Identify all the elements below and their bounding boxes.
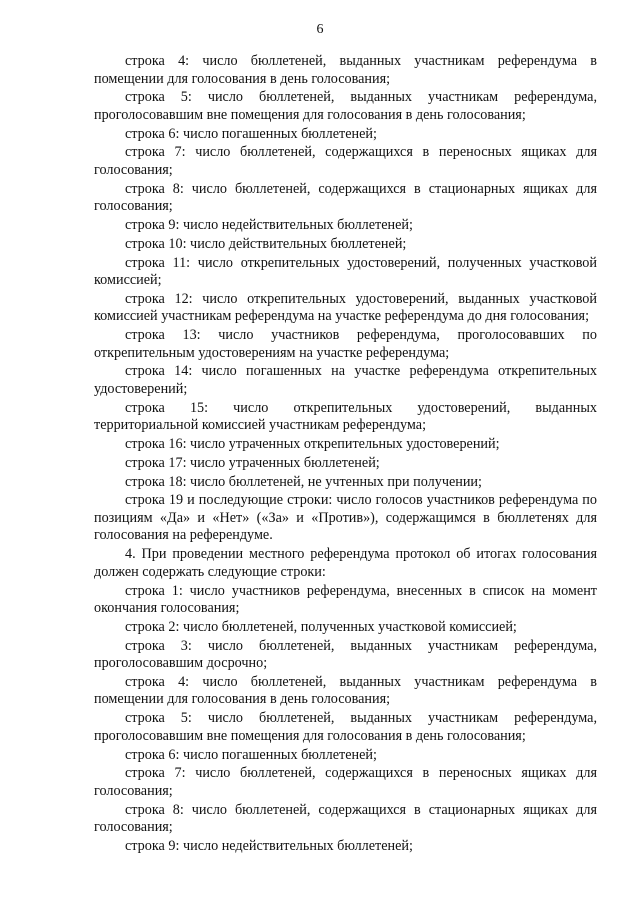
paragraph: строка 4: число бюллетеней, выданных участникам референдума в помещении для голосования в день голосования; [94, 53, 597, 87]
paragraph: строка 5: число бюллетеней, выданных участникам референдума, проголосовавшим вне помещения для голосования в день голосования; [94, 710, 597, 744]
paragraph: строка 7: число бюллетеней, содержащихся в переносных ящиках для голосования; [94, 144, 597, 178]
paragraph: строка 6: число погашенных бюллетеней; [125, 746, 377, 763]
document-body [94, 53, 597, 857]
paragraph: строка 7: число бюллетеней, содержащихся в переносных ящиках для голосования; [94, 765, 597, 799]
paragraph: строка 14: число погашенных на участке референдума открепительных удостоверений; [94, 363, 597, 397]
paragraph: 4. При проведении местного референдума протокол об итогах голосования должен содержать следующие строки: [94, 546, 597, 580]
paragraph: строка 9: число недействительных бюллетеней; [125, 837, 413, 854]
paragraph: строка 8: число бюллетеней, содержащихся в стационарных ящиках для голосования; [94, 180, 597, 215]
paragraph: строка 5: число бюллетеней, выданных участникам референдума, проголосовавшим вне помещения для голосования в день голосования; [94, 89, 597, 123]
paragraph: строка 4: число бюллетеней, выданных участникам референдума в помещении для голосования в день голосования; [94, 673, 597, 708]
paragraph: строка 8: число бюллетеней, содержащихся в стационарных ящиках для голосования; [94, 801, 597, 836]
paragraph: строка 13: число участников референдума, проголосовавших по открепительным удостоверениям на участке референдума; [94, 327, 597, 361]
paragraph: строка 10: число действительных бюллетеней; [125, 235, 407, 252]
paragraph: строка 3: число бюллетеней, выданных участникам референдума, проголосовавшим досрочно; [94, 637, 597, 672]
paragraph: строка 9: число недействительных бюллетеней; [125, 216, 413, 233]
paragraph: строка 6: число погашенных бюллетеней; [125, 125, 377, 142]
paragraph: строка 2: число бюллетеней, полученных участковой комиссией; [125, 618, 517, 635]
paragraph: строка 1: число участников референдума, внесенных в список на момент окончания голосования; [94, 582, 597, 617]
paragraph: строка 11: число открепительных удостоверений, полученных участковой комиссией; [94, 254, 597, 289]
paragraph: строка 17: число утраченных бюллетеней; [125, 454, 380, 471]
paragraph: строка 12: число открепительных удостоверений, выданных участковой комиссией участникам референдума на участке референдума до дня голосования; [94, 290, 597, 325]
page-number: 6 [316, 22, 324, 37]
paragraph: строка 19 и последующие строки: число голосов участников референдума по позициям «Да» и «Нет» («За» и «Против»), содержащимся в бюллетенях для голосования на референдуме. [94, 492, 597, 544]
paragraph: строка 15: число открепительных удостоверений, выданных территориальной комиссией участникам референдума; [94, 399, 597, 434]
paragraph: строка 18: число бюллетеней, не учтенных при получении; [125, 473, 482, 490]
paragraph: строка 16: число утраченных открепительных удостоверений; [125, 436, 500, 453]
